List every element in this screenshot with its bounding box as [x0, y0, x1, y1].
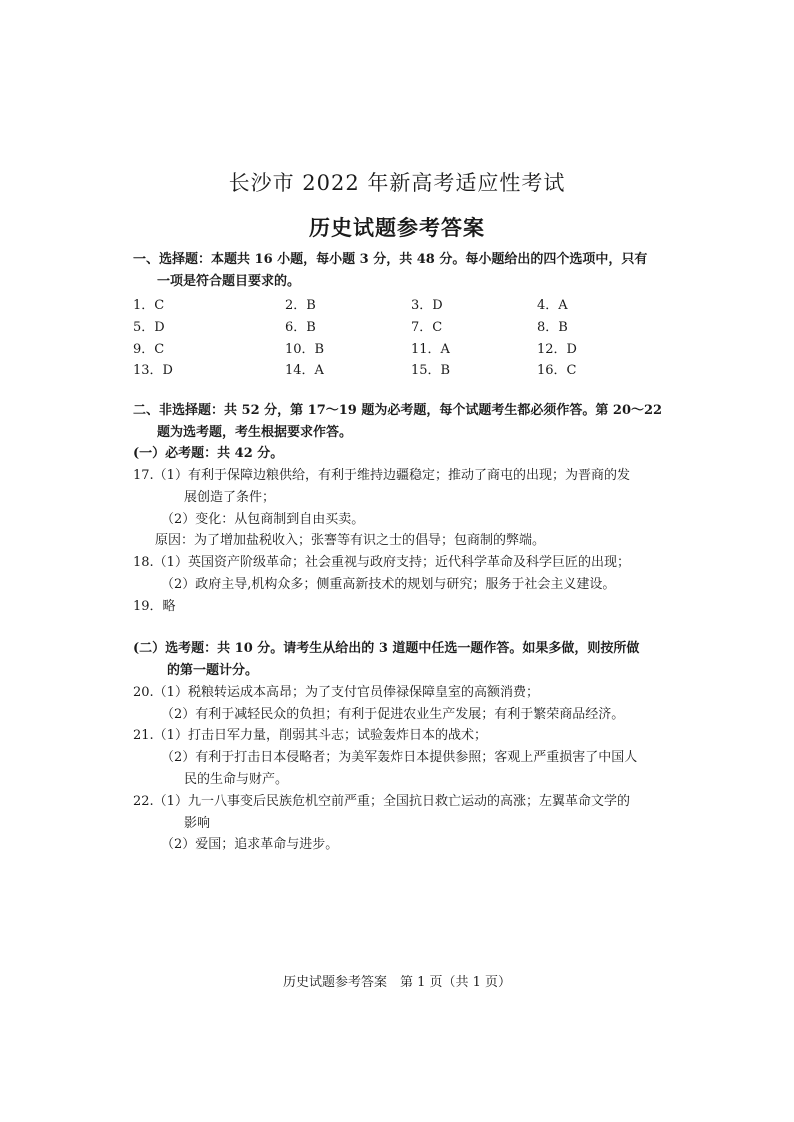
mc-answer: 13．D	[133, 363, 173, 378]
mc-answer: 3．D	[411, 298, 443, 313]
mc-answer: 10．B	[285, 342, 325, 357]
mc-answer: 2．B	[285, 298, 316, 313]
mc-answer: 7．C	[411, 320, 443, 335]
q17-part1-line2: 展创造了条件；	[184, 490, 276, 505]
mc-answer: 6．B	[285, 320, 316, 335]
page-footer: 历史试题参考答案 第 1 页（共 1 页）	[282, 975, 512, 990]
mc-answer-row	[133, 359, 693, 377]
document-subtitle: 历史试题参考答案	[309, 215, 485, 240]
section1-heading-line1: 一、选择题：本题共 16 小题，每小题 3 分，共 48 分。每小题给出的四个选项中，只有	[133, 252, 648, 267]
elective-heading-line1: (二）选考题：共 10 分。请考生从给出的 3 道题中任选一题作答。如果多做，则按所做	[133, 641, 640, 656]
mc-answer: 14．A	[285, 363, 324, 378]
q22-part2: （2）爱国；追求革命与进步。	[161, 837, 339, 852]
mc-answer: 1．C	[133, 298, 165, 313]
mc-answer: 12．D	[537, 342, 577, 357]
q22-part1-line2: 影响	[184, 816, 211, 831]
section2-heading-line2: 题为选考题，考生根据要求作答。	[157, 425, 353, 440]
mc-answer: 5．D	[133, 320, 165, 335]
q17-part2: （2）变化：从包商制到自由买卖。	[161, 512, 365, 527]
q21-part1: 21.（1）打击日军力量，削弱其斗志；试验轰炸日本的战术；	[133, 728, 487, 743]
mc-answer: 11．A	[411, 342, 450, 357]
section1-heading-line2: 一项是符合题目要求的。	[157, 274, 301, 289]
mc-answer-row	[133, 338, 693, 356]
mc-answer-row	[133, 294, 693, 312]
mc-answer: 8．B	[537, 320, 568, 335]
mc-answer: 16．C	[537, 363, 577, 378]
mc-answer: 9．C	[133, 342, 165, 357]
mc-answer: 15．B	[411, 363, 451, 378]
q20-part2: （2）有利于减轻民众的负担；有利于促进农业生产发展；有利于繁荣商品经济。	[161, 707, 625, 722]
document-title: 长沙市 2022 年新高考适应性考试	[228, 171, 566, 195]
section2-heading-line1: 二、非选择题：共 52 分，第 17～19 题为必考题，每个试题考生都必须作答。第 20～22	[133, 403, 663, 418]
q17-reason: 原因：为了增加盐税收入；张謇等有识之士的倡导；包商制的弊端。	[155, 533, 546, 548]
q21-part2-line1: （2）有利于打击日本侵略者；为美军轰炸日本提供参照；客观上严重损害了中国人	[161, 750, 638, 765]
q22-part1-line1: 22.（1）九一八事变后民族危机空前严重；全国抗日救亡运动的高涨；左翼革命文学的	[133, 794, 630, 809]
q20-part1: 20.（1）税粮转运成本高昂；为了支付官员俸禄保障皇室的高额消费；	[133, 685, 539, 700]
q17-part1-line1: 17.（1）有利于保障边粮供给，有利于维持边疆稳定；推动了商屯的出现；为晋商的发	[133, 468, 630, 483]
q21-part2-line2: 民的生命与财产。	[184, 772, 289, 787]
elective-heading-line2: 的第一题计分。	[167, 663, 259, 678]
q19-answer: 19．略	[133, 599, 176, 614]
q18-part1: 18.（1）英国资产阶级革命；社会重视与政府支持；近代科学革命及科学巨匠的出现；	[133, 555, 630, 570]
required-questions-heading: (一）必考题：共 42 分。	[133, 446, 284, 461]
mc-answer: 4．A	[537, 298, 568, 313]
mc-answer-row	[133, 316, 693, 334]
q18-part2: （2）政府主导,机构众多；侧重高新技术的规划与研究；服务于社会主义建设。	[161, 577, 616, 592]
